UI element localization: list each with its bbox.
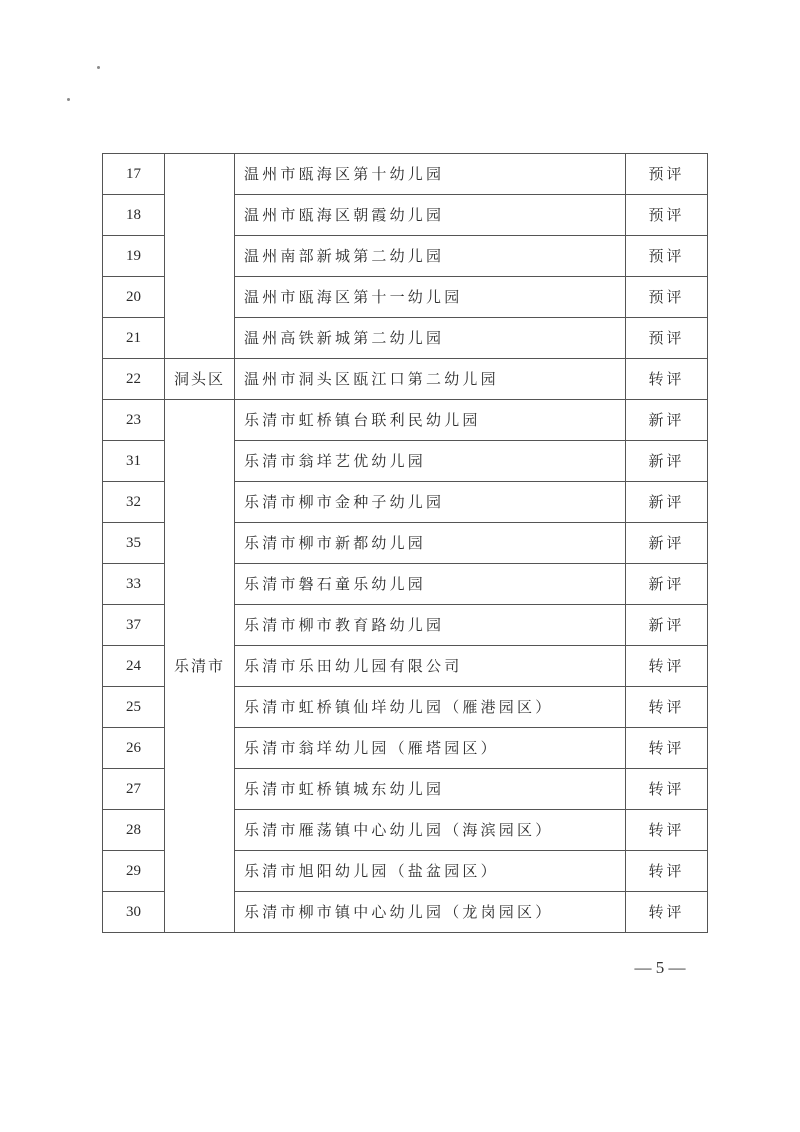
- evaluation-type: 转评: [626, 646, 708, 687]
- kindergarten-name: 温州市瓯海区第十一幼儿园: [235, 277, 626, 318]
- evaluation-type: 转评: [626, 687, 708, 728]
- kindergarten-name: 乐清市柳市新都幼儿园: [235, 523, 626, 564]
- evaluation-type: 预评: [626, 277, 708, 318]
- page-number: — 5 —: [634, 958, 686, 977]
- kindergarten-name: 温州市瓯海区朝霞幼儿园: [235, 195, 626, 236]
- table-row: [103, 154, 708, 195]
- kindergarten-name: 温州市洞头区瓯江口第二幼儿园: [235, 359, 626, 400]
- kindergarten-name: 乐清市柳市镇中心幼儿园（龙岗园区）: [235, 892, 626, 933]
- row-number: 21: [103, 318, 165, 359]
- evaluation-type: 预评: [626, 236, 708, 277]
- row-number: 20: [103, 277, 165, 318]
- row-number: 22: [103, 359, 165, 400]
- kindergarten-name: 温州市瓯海区第十幼儿园: [235, 154, 626, 195]
- kindergarten-name: 乐清市虹桥镇城东幼儿园: [235, 769, 626, 810]
- row-number: 29: [103, 851, 165, 892]
- area-cell-dongtou: 洞头区: [165, 359, 235, 400]
- evaluation-type: 新评: [626, 523, 708, 564]
- area-cell-yueqing: 乐清市: [165, 400, 235, 933]
- kindergarten-name: 温州南部新城第二幼儿园: [235, 236, 626, 277]
- kindergarten-name: 乐清市磐石童乐幼儿园: [235, 564, 626, 605]
- scan-speck: [67, 98, 70, 101]
- evaluation-type: 新评: [626, 482, 708, 523]
- evaluation-type: 预评: [626, 154, 708, 195]
- kindergarten-name: 乐清市虹桥镇仙垟幼儿园（雁港园区）: [235, 687, 626, 728]
- row-number: 35: [103, 523, 165, 564]
- evaluation-type: 预评: [626, 318, 708, 359]
- evaluation-type: 转评: [626, 359, 708, 400]
- row-number: 25: [103, 687, 165, 728]
- row-number: 26: [103, 728, 165, 769]
- row-number: 31: [103, 441, 165, 482]
- kindergarten-name: 乐清市翁垟艺优幼儿园: [235, 441, 626, 482]
- kindergarten-name: 乐清市虹桥镇台联利民幼儿园: [235, 400, 626, 441]
- kindergarten-table: [102, 153, 708, 933]
- row-number: 28: [103, 810, 165, 851]
- area-cell-ouhai: [165, 154, 235, 359]
- kindergarten-name: 乐清市柳市金种子幼儿园: [235, 482, 626, 523]
- kindergarten-name: 乐清市旭阳幼儿园（盐盆园区）: [235, 851, 626, 892]
- evaluation-type: 新评: [626, 564, 708, 605]
- row-number: 17: [103, 154, 165, 195]
- kindergarten-name: 乐清市乐田幼儿园有限公司: [235, 646, 626, 687]
- row-number: 19: [103, 236, 165, 277]
- table-row: [103, 359, 708, 400]
- evaluation-type: 新评: [626, 441, 708, 482]
- kindergarten-name: 乐清市翁垟幼儿园（雁塔园区）: [235, 728, 626, 769]
- evaluation-type: 转评: [626, 769, 708, 810]
- row-number: 33: [103, 564, 165, 605]
- evaluation-type: 转评: [626, 851, 708, 892]
- evaluation-type: 新评: [626, 605, 708, 646]
- evaluation-type: 预评: [626, 195, 708, 236]
- row-number: 32: [103, 482, 165, 523]
- evaluation-type: 转评: [626, 728, 708, 769]
- row-number: 24: [103, 646, 165, 687]
- row-number: 27: [103, 769, 165, 810]
- row-number: 18: [103, 195, 165, 236]
- evaluation-type: 新评: [626, 400, 708, 441]
- kindergarten-name: 乐清市柳市教育路幼儿园: [235, 605, 626, 646]
- row-number: 37: [103, 605, 165, 646]
- evaluation-type: 转评: [626, 810, 708, 851]
- row-number: 30: [103, 892, 165, 933]
- row-number: 23: [103, 400, 165, 441]
- table-row: [103, 400, 708, 441]
- evaluation-type: 转评: [626, 892, 708, 933]
- kindergarten-name: 温州高铁新城第二幼儿园: [235, 318, 626, 359]
- scan-speck: [97, 66, 100, 69]
- kindergarten-name: 乐清市雁荡镇中心幼儿园（海滨园区）: [235, 810, 626, 851]
